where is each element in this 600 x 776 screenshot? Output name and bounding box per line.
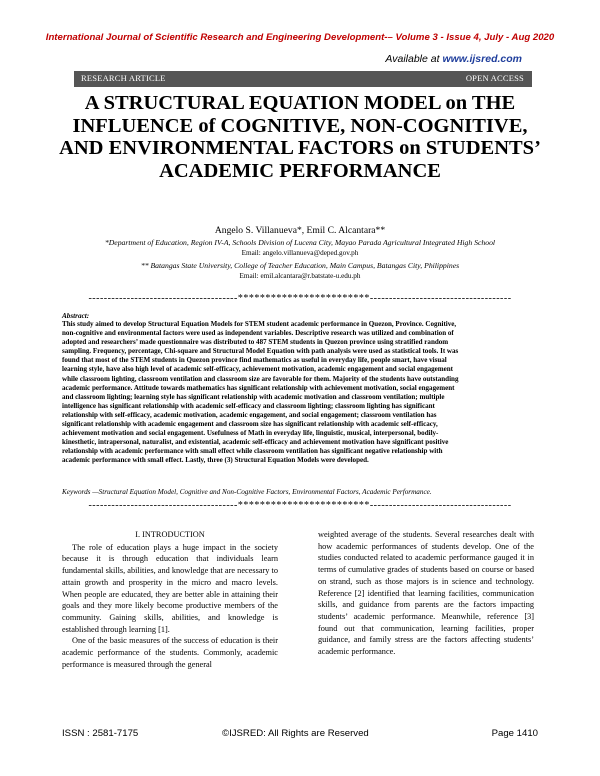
footer-page-number: Page 1410 <box>491 728 538 739</box>
keywords: Keywords —Structural Equation Model, Cognitive and Non-Cognitive Factors, Environmental Factors, Academic Performance. <box>62 488 432 496</box>
abstract-line: This study aimed to develop Structural Equation Models for STEM student academic performance in Quezon, Province. Cognitive, <box>62 320 457 328</box>
separator-top: ---------------------------------------************************------------------------------------- <box>88 293 512 304</box>
abstract-line: academic performance with small effect. Lastly, three (3) Structural Equation Models were developed. <box>62 456 369 465</box>
paragraph: weighted average of the students. Several researches dealt with how academic performances of students develop. One of the studies conducted related to academic performance gauged it in terms of cumulative grades of students based on course or based on strand, such as those majors is in science and technology. Reference [2] identified that learning facilities, communication skills, and guidance from parents are the factors impacting students’ academic performance. Meanwhile, reference [3] found out that communication, learning facilities, proper guidance, and family stress are the factors affecting students’ academic performance. <box>318 530 534 657</box>
article-type-banner <box>74 71 532 87</box>
paragraph: The role of education plays a huge impact in the society because it is through education that individuals learn fundamental skills, abilities, and knowledge that are necessary to attain growth and prosperity in the micro and macro levels. When people are educated, they are better able in attaining their goals and they more likely become productive members of the community. Gaining skills, abilities, and knowledge is established through learning [1]. <box>62 542 278 634</box>
open-access-label: OPEN ACCESS <box>465 73 524 83</box>
abstract-line: relationship with academic performance with small effect while classroom ventilation has significant negative relationship with <box>62 447 443 456</box>
email-1: Email: angelo.villanueva@deped.gov.ph <box>241 249 359 257</box>
affiliation-2: ** Batangas State University, College of Teacher Education, Main Campus, Batangas City, Philippines <box>140 261 460 270</box>
abstract-line: found that most of the STEM students in Quezon province find mathematics as useful in everyday life, people smart, have visual <box>62 356 447 365</box>
research-article-label: RESEARCH ARTICLE <box>81 73 166 83</box>
abstract-line: non-cognitive and environmental factors were used as independent variables. Descriptive research was utilized and combination of <box>62 329 454 338</box>
paper-title: A STRUCTURAL EQUATION MODEL on THE INFLUENCE of COGNITIVE, NON-COGNITIVE, AND ENVIRONMENTAL FACTORS on STUDENTS’ ACADEMIC PERFORMANCE <box>59 92 541 182</box>
footer-issn: ISSN : 2581-7175 <box>62 728 139 739</box>
abstract-line: achievement motivation and social engagement. Usefulness of Math in everyday life, linguistic, musical, interpersonal, bodily- <box>62 429 439 438</box>
authors: Angelo S. Villanueva*, Emil C. Alcantara** <box>214 225 386 236</box>
footer-rights: ©IJSRED: All Rights are Reserved <box>222 728 369 739</box>
abstract-body <box>62 320 538 466</box>
section-heading: I. INTRODUCTION <box>135 530 205 539</box>
abstract-line: significant relationship with academic engagement and classroom size has significant relationship with academic self-efficacy, <box>62 420 438 429</box>
paragraph: One of the basic measures of the success of education is their academic performance of the students. Commonly, academic performance is measured through the general <box>62 636 278 669</box>
abstract-line: adopted and researchers’ made questionnaire was distributed to 487 STEM students in Quezon province using stratified random <box>62 338 449 347</box>
column-left <box>62 529 278 670</box>
availability-line <box>385 53 522 65</box>
email-2: Email: emil.alcantara@r.batstate-u.edu.ph <box>239 272 361 280</box>
abstract-line: sampling. Frequency, percentage, Chi-square and Structural Model Equation with path analysis were used as statistical tools. It was <box>62 347 459 356</box>
separator-bottom: ---------------------------------------************************------------------------------------- <box>88 500 512 511</box>
abstract-line: and classroom lighting; learning style has significant relationship with academic motivation and classroom ventilation; multiple <box>62 392 445 401</box>
affiliation-1: *Department of Education, Region IV-A, Schools Division of Lucena City, Mayao Parada Agricultural Integrated High School <box>104 238 496 247</box>
abstract-label: Abstract: <box>62 312 90 320</box>
abstract-line: learning style, have also high level of academic self-efficacy, achievement motivation, academic engagement and social engagement <box>62 365 454 374</box>
journal-header: International Journal of Scientific Research and Engineering Development-– Volume 3 - Issue 4, July - Aug 2020 <box>45 32 555 43</box>
available-prefix: Available at <box>385 53 443 65</box>
abstract-line: while classroom lighting, classroom ventilation and classroom size are favorable for them. Majority of the students have outstanding <box>62 374 459 383</box>
abstract-line: relationship with self-efficacy, academic motivation, academic engagement, and social engagement; classroom ventilation has <box>62 410 437 419</box>
column-right <box>318 529 534 658</box>
abstract-line: academic performance. Attitude towards mathematics has significant relationship with achievement motivation, social engagement <box>62 383 455 392</box>
journal-url-link[interactable]: www.ijsred.com <box>442 53 522 65</box>
abstract-line: intelligence has significant relationship with academic self-efficacy and classroom lighting; classroom lighting has significant <box>62 401 435 410</box>
abstract-line: kinesthetic, intrapersonal, naturalist, and existential, academic self-efficacy and achievement motivation have significant positive <box>62 438 449 447</box>
